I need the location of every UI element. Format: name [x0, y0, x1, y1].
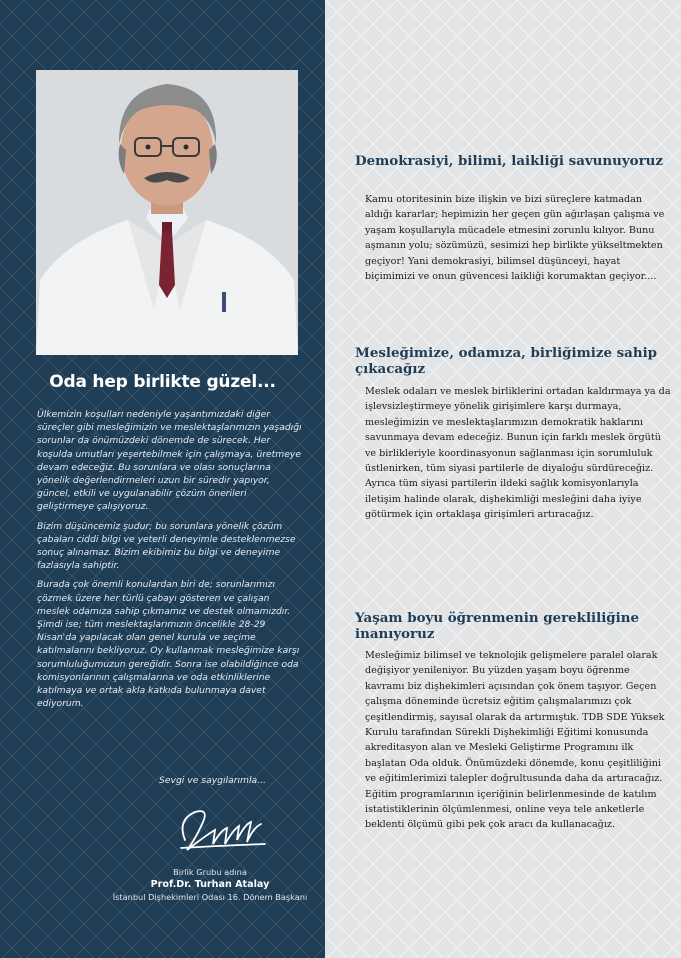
section-body: Kamu otoritesinin bize ilişkin ve bizi süreçlere katmadan aldığı kararlar; hepimizin her geçen gün ağırlaşan çalışma ve yaşam koşullarıyla mücadele etmesini zorunlu kılıyor. Bunu aşmanın yolu; sözümüzü, sesimizi hep birlikte yükseltmekten geçiyor! Yani demokrasiyi, bilimsel düşünceyi, hayat biçimimizi ve onun güvencesi laikliği korumaktan geçiyor....: [365, 194, 665, 283]
portrait-photo: [36, 70, 298, 355]
signature: [175, 800, 270, 860]
section-title: Demokrasiyi, bilimi, laikliği savunuyoruz: [355, 153, 663, 169]
headline: Oda hep birlikte güzel...: [49, 372, 276, 392]
signer-name: Prof.Dr. Turhan Atalay: [150, 878, 270, 890]
letter-paragraph: Ülkemizin koşulları nedeniyle yaşantımızdaki diğer süreçler gibi mesleğimizin ve meslektaşlarımızın yaşadığı sorunlar da önümüzdeki dönemde de sürecek. Her koşulda umutları yeşertebilmek için çalışmaya, üretmeye devam edeceğiz. Bu sorunlara ve olası sonuçlarına yönelik değerlendirmeleri uzun bir süredir yapıyor, güncel, etkili ve uygulanabilir çözüm önerileri geliştirmeye çalışıyoruz.: [37, 409, 302, 513]
letter-paragraph: Bizim düşüncemiz şudur; bu sorunlara yönelik çözüm çabaları ciddi bilgi ve yeterli deneyimle desteklenmezse sonuç alınamaz. Bizim ekibimiz bu bilgi ve deneyime fazlasıyla sahiptir.: [37, 520, 296, 572]
letter-paragraph: Burada çok önemli konulardan biri de; sorunlarımızı çözmek üzere her türlü çabayı gösteren ve çalışan meslek odamıza sahip çıkmamız ve destek olmamızdır. Şimdi ise; tüm meslektaşlarımızın öncelikle 28-29 Nisan'da yapılacak olan genel kurula ve seçime katılmalarını bekliyoruz. Oy kullanmak mesleğimize karşı sorumluluğumuzun gereğidir. Sonra ise olabildiğince oda komisyonlarının çalışmalarına ve oda etkinliklerine katılmaya ve ortak akla katkıda bulunmaya davet ediyorum.: [37, 579, 300, 710]
closing-line: Sevgi ve saygılarımla...: [159, 775, 266, 786]
section-body: Mesleğimiz bilimsel ve teknolojik gelişmelere paralel olarak değişiyor yenileniyor. Bu yüzden yaşam boyu öğrenme kavramı biz dişhekimleri açısından çok önem taşıyor. Geçen çalışma döneminde ücretsiz eğitim çalışmalarımızı çok çeşitlendirmiş, sayısal olarak da artırmıştık. TDB SDE Yüksek Kurulu tarafından Sürekli Dişhekimliği Eğitimi konusunda akreditasyon alan ve Mesleki Geliştirme Programını ilk başlatan Oda olduk. Önümüzdeki dönemde, konu çeşitliliğini ve eğitimlerimizi talepler doğrultusunda daha da artıracağız. Eğitim programlarının içeriğinin belirlenmesinde de katılım istatistiklerinin ölçümlenmesi, online veya tele anketlerle beklenti ölçümü gibi pek çok aracı da kullanacağız.: [365, 650, 665, 831]
letter-text: [37, 408, 305, 716]
signer-title: İstanbul Dişhekimleri Odası 16. Dönem Başkanı: [112, 892, 308, 903]
signer-block: [80, 866, 340, 904]
signer-group: Birlik Grubu adına: [173, 867, 247, 877]
section-title: Mesleğimize, odamıza, birliğimize sahip çıkacağız: [355, 345, 658, 377]
section-body: Meslek odaları ve meslek birliklerini ortadan kaldırmaya ya da işlevsizleştirmeye yönelik girişimlere karşı durmaya, mesleğimizin ve meslektaşlarımızın demokratik haklarını savunmaya devam edeceğiz. Bunun için farklı meslek örgütü ve birlikleriyle koordinasyonun sağlanması için sorumluluk üstlenirken, tüm siyasi partilerle de diyaloğu sürdüreceğiz. Ayrıca tüm siyasi partilerin ildeki sağlık komisyonlarıyla iletişim halinde olarak, dişhekimliği mesleğini daha iyiye götürmek için ortaklaşa girişimleri artıracağız.: [365, 386, 671, 521]
section-title: Yaşam boyu öğrenmenin gerekliliğine inanıyoruz: [355, 610, 640, 642]
